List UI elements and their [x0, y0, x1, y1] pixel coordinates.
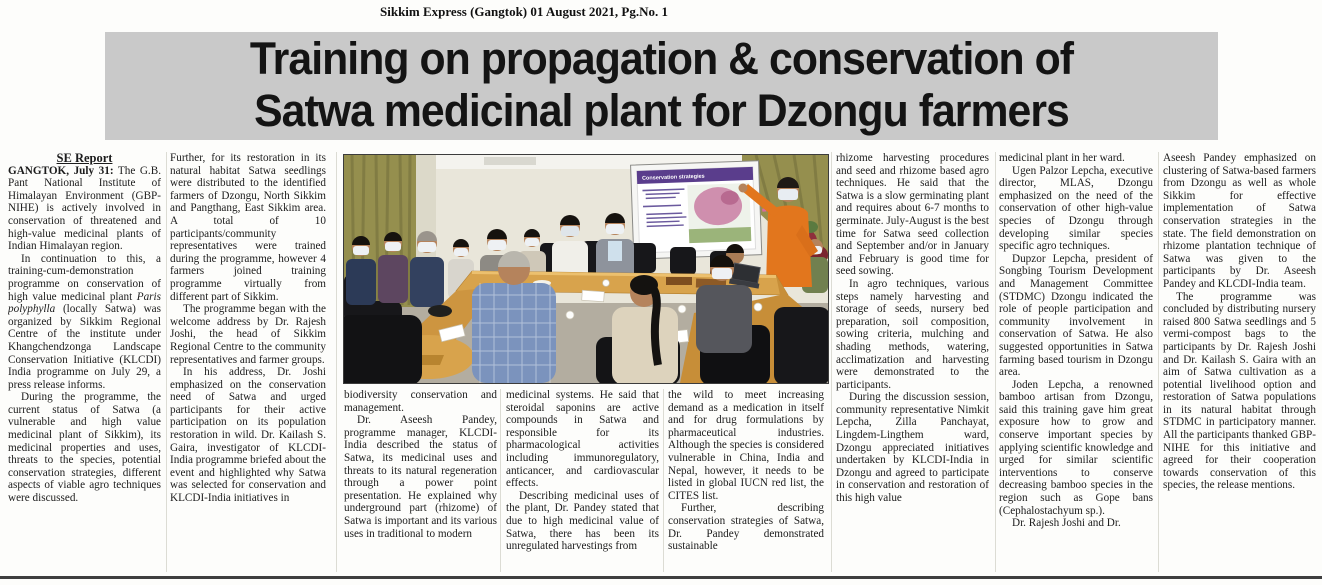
paragraph: rhizome harvesting procedures and seed and rhizome based agro techniques. He said that the Satwa is a slow germinating plant and requires about 6-7 months to germinate. July-August is the best time for Satwa seed collection and September and/or in January and February is good time for seed sowing.: [836, 152, 989, 278]
column-divider: [166, 152, 167, 572]
paragraph: The programme was concluded by distributing nursery raised 800 Satwa seedlings and 5 vermi-compost bags to the participants by Dr. Rajesh Joshi and Dr. Kailash S. Gaira with an aim of Satwa cultivation as a potential livelihood option and restoration of Satwa populations in its natural habitat through STDMC in participatory manner. All the participants thanked GBP-NIHE for this initiative and agreed for their cooperation towards conservation of this species, the release mentions.: [1163, 290, 1316, 492]
paragraph: Dupzor Lepcha, president of Songbing Tourism Development and Management Committee (STDMC) Dzongu indicated the role of people participation and community involvement in conservation of Satwa. He also suggested opportunities in Satwa farming based tourism in Dzongu area.: [999, 252, 1153, 379]
face-mask: [778, 189, 798, 200]
conference-photo-illustration: [344, 155, 828, 383]
conference-photo: [343, 154, 829, 384]
article-column-8: [1163, 152, 1316, 572]
paragraph: Joden Lepcha, a renowned bamboo artisan from Dzongu, said this training gave him great exposure how to grow and conserve important species by applying scientific knowledge and urged for similar scientific interventions to conserve decreasing bamboo species in the region such as Gope bans (Cephalostachyum sp.).: [999, 378, 1153, 517]
paragraph-text: (locally Satwa) was organized by Sikkim Regional Centre of the institute under Khangchendzonga Landscape Conservation Initiative (KLCDI) India programme on July 29, a press release informs.: [8, 303, 161, 391]
article-column-6: [836, 152, 989, 572]
article-column-4: [506, 389, 659, 572]
headline-banner: [105, 32, 1218, 140]
bottom-rule: [0, 576, 1322, 579]
column-divider: [1158, 152, 1159, 572]
paragraph-text: In continuation to this, a training-cum-demonstration programme on conservation of high value medicinal plant: [8, 252, 161, 303]
paragraph: Dr. Rajesh Joshi and Dr.: [1012, 517, 1121, 530]
paragraph: [8, 253, 161, 392]
article-column-2: [170, 152, 326, 572]
paragraph: Further, for its restoration in its natural habitat Satwa seedlings were distributed to the identified farmers of Dzongu, North Sikkim and Pangthang, East Sikkim area. A total of 10 participants/community representatives were trained during the programme, however 4 farmers joined training programme virtually from different part of Sikkim.: [170, 152, 326, 303]
paragraph: Describing medicinal uses of the plant, Dr. Pandey stated that due to high medicinal value of Satwa, there has been its unregulated harvestings from: [506, 489, 659, 553]
paragraph: Further, describing conservation strategies of Satwa, Dr. Pandey demonstrated sustainable: [668, 502, 824, 553]
column-divider: [500, 389, 501, 572]
column-divider: [336, 152, 337, 572]
paragraph: Aseesh Pandey emphasized on clustering of Satwa-based farmers from Dzongu as well as whole Sikkim for effective implementation of Satwa conservation strategies in the state. The field demonstration on rhizome plantation technique of Satwa was given to the participants by Dr. Aseesh Pandey and KLCDI-India team.: [1163, 152, 1316, 290]
headline-line2: Satwa medicinal plant for Dzongu farmers: [254, 85, 1069, 136]
article-column-7: [999, 152, 1153, 572]
pointing-hand: [739, 184, 748, 193]
paragraph: During the programme, the current status of Satwa (a vulnerable and high value medicinal plant of Sikkim), its medicinal properties and uses, threats to the species, potential conservation strategies, different aspects of viable agro techniques were discussed.: [8, 391, 161, 505]
paragraph: The programme began with the welcome address by Dr. Rajesh Joshi, the head of Sikkim Regional Centre to the community representatives and farmer groups.: [170, 303, 326, 366]
slide-title: Conservation strategies: [641, 173, 705, 182]
paragraph: In agro techniques, various steps namely harvesting and storage of seeds, nursery bed preparation, soil composition, sowing criteria, mulching and shading methods, watering, acclimatization and harvesting were demonstrated to the participants.: [836, 277, 989, 391]
headline-line1: Training on propagation & conservation of: [249, 33, 1074, 84]
dateline: GANGTOK, July 31:: [8, 164, 114, 177]
paragraph-text: The G.B. Pant National Institute of Himalayan Environment (GBP-NIHE) is actively involved in conservation of threatened and high-value medicinal plants of Indian Himalayan region.: [8, 164, 161, 253]
paragraph: Ugen Palzor Lepcha, executive director, MLAS, Dzongu emphasized on the need of the conservation of other high-value species of Dzongu through developing similar species specific agro techniques.: [999, 164, 1153, 253]
species-name-italic: Paris polyphylla: [8, 290, 161, 316]
paragraph: biodiversity conservation and management.: [344, 389, 497, 414]
article-column-3: [344, 389, 497, 572]
article-column-5: [668, 389, 824, 572]
masthead: Sikkim Express (Gangtok) 01 August 2021, Pg.No. 1: [380, 4, 668, 19]
column-divider: [831, 152, 832, 572]
paragraph: medicinal systems. He said that steroidal saponins are active compounds in Satwa and responsible for its pharmacological activities including immunoregulatory, anticancer, and cardiovascular effects.: [506, 389, 659, 490]
paragraph: Dr. Aseesh Pandey, programme manager, KLCDI-India described the status of Satwa, its medicinal uses and threats to its natural regeneration through a power point presentation. He explained why underground part (rhizome) of Satwa is important and its various uses in traditional to modern: [344, 414, 497, 540]
byline: SE Report: [56, 152, 113, 165]
paragraph: the wild to meet increasing demand as a medication in itself and for drug formulations by pharmaceutical industries. Although the species is considered vulnerable in China, India and Nepal, however, it needs to be listed in global IUCN red list, the CITES list.: [668, 389, 824, 502]
paragraph: During the discussion session, community representative Nimkit Lepcha, Zilla Panchayat, Lingdem-Lingthem ward, Dzongu appreciated initiatives undertaken by KLCDI-India in Dzongu and agreed to participate in conservation and restoration of this high value: [836, 391, 989, 505]
column-divider: [995, 152, 996, 572]
column-divider: [663, 389, 664, 572]
paragraph: In his address, Dr. Joshi emphasized on the conservation need of Satwa and urged participants for their active participation on its population restoration in wild. Dr. Kailash S. Gaira, investigator of KLCDI-India programme briefed about the event and highlighted why Satwa was selected for conservation and KLCDI-India initiatives in: [170, 366, 326, 505]
paragraph: [8, 165, 161, 253]
article-column-1: [8, 152, 161, 572]
paragraph: medicinal plant in her ward.: [999, 152, 1125, 164]
